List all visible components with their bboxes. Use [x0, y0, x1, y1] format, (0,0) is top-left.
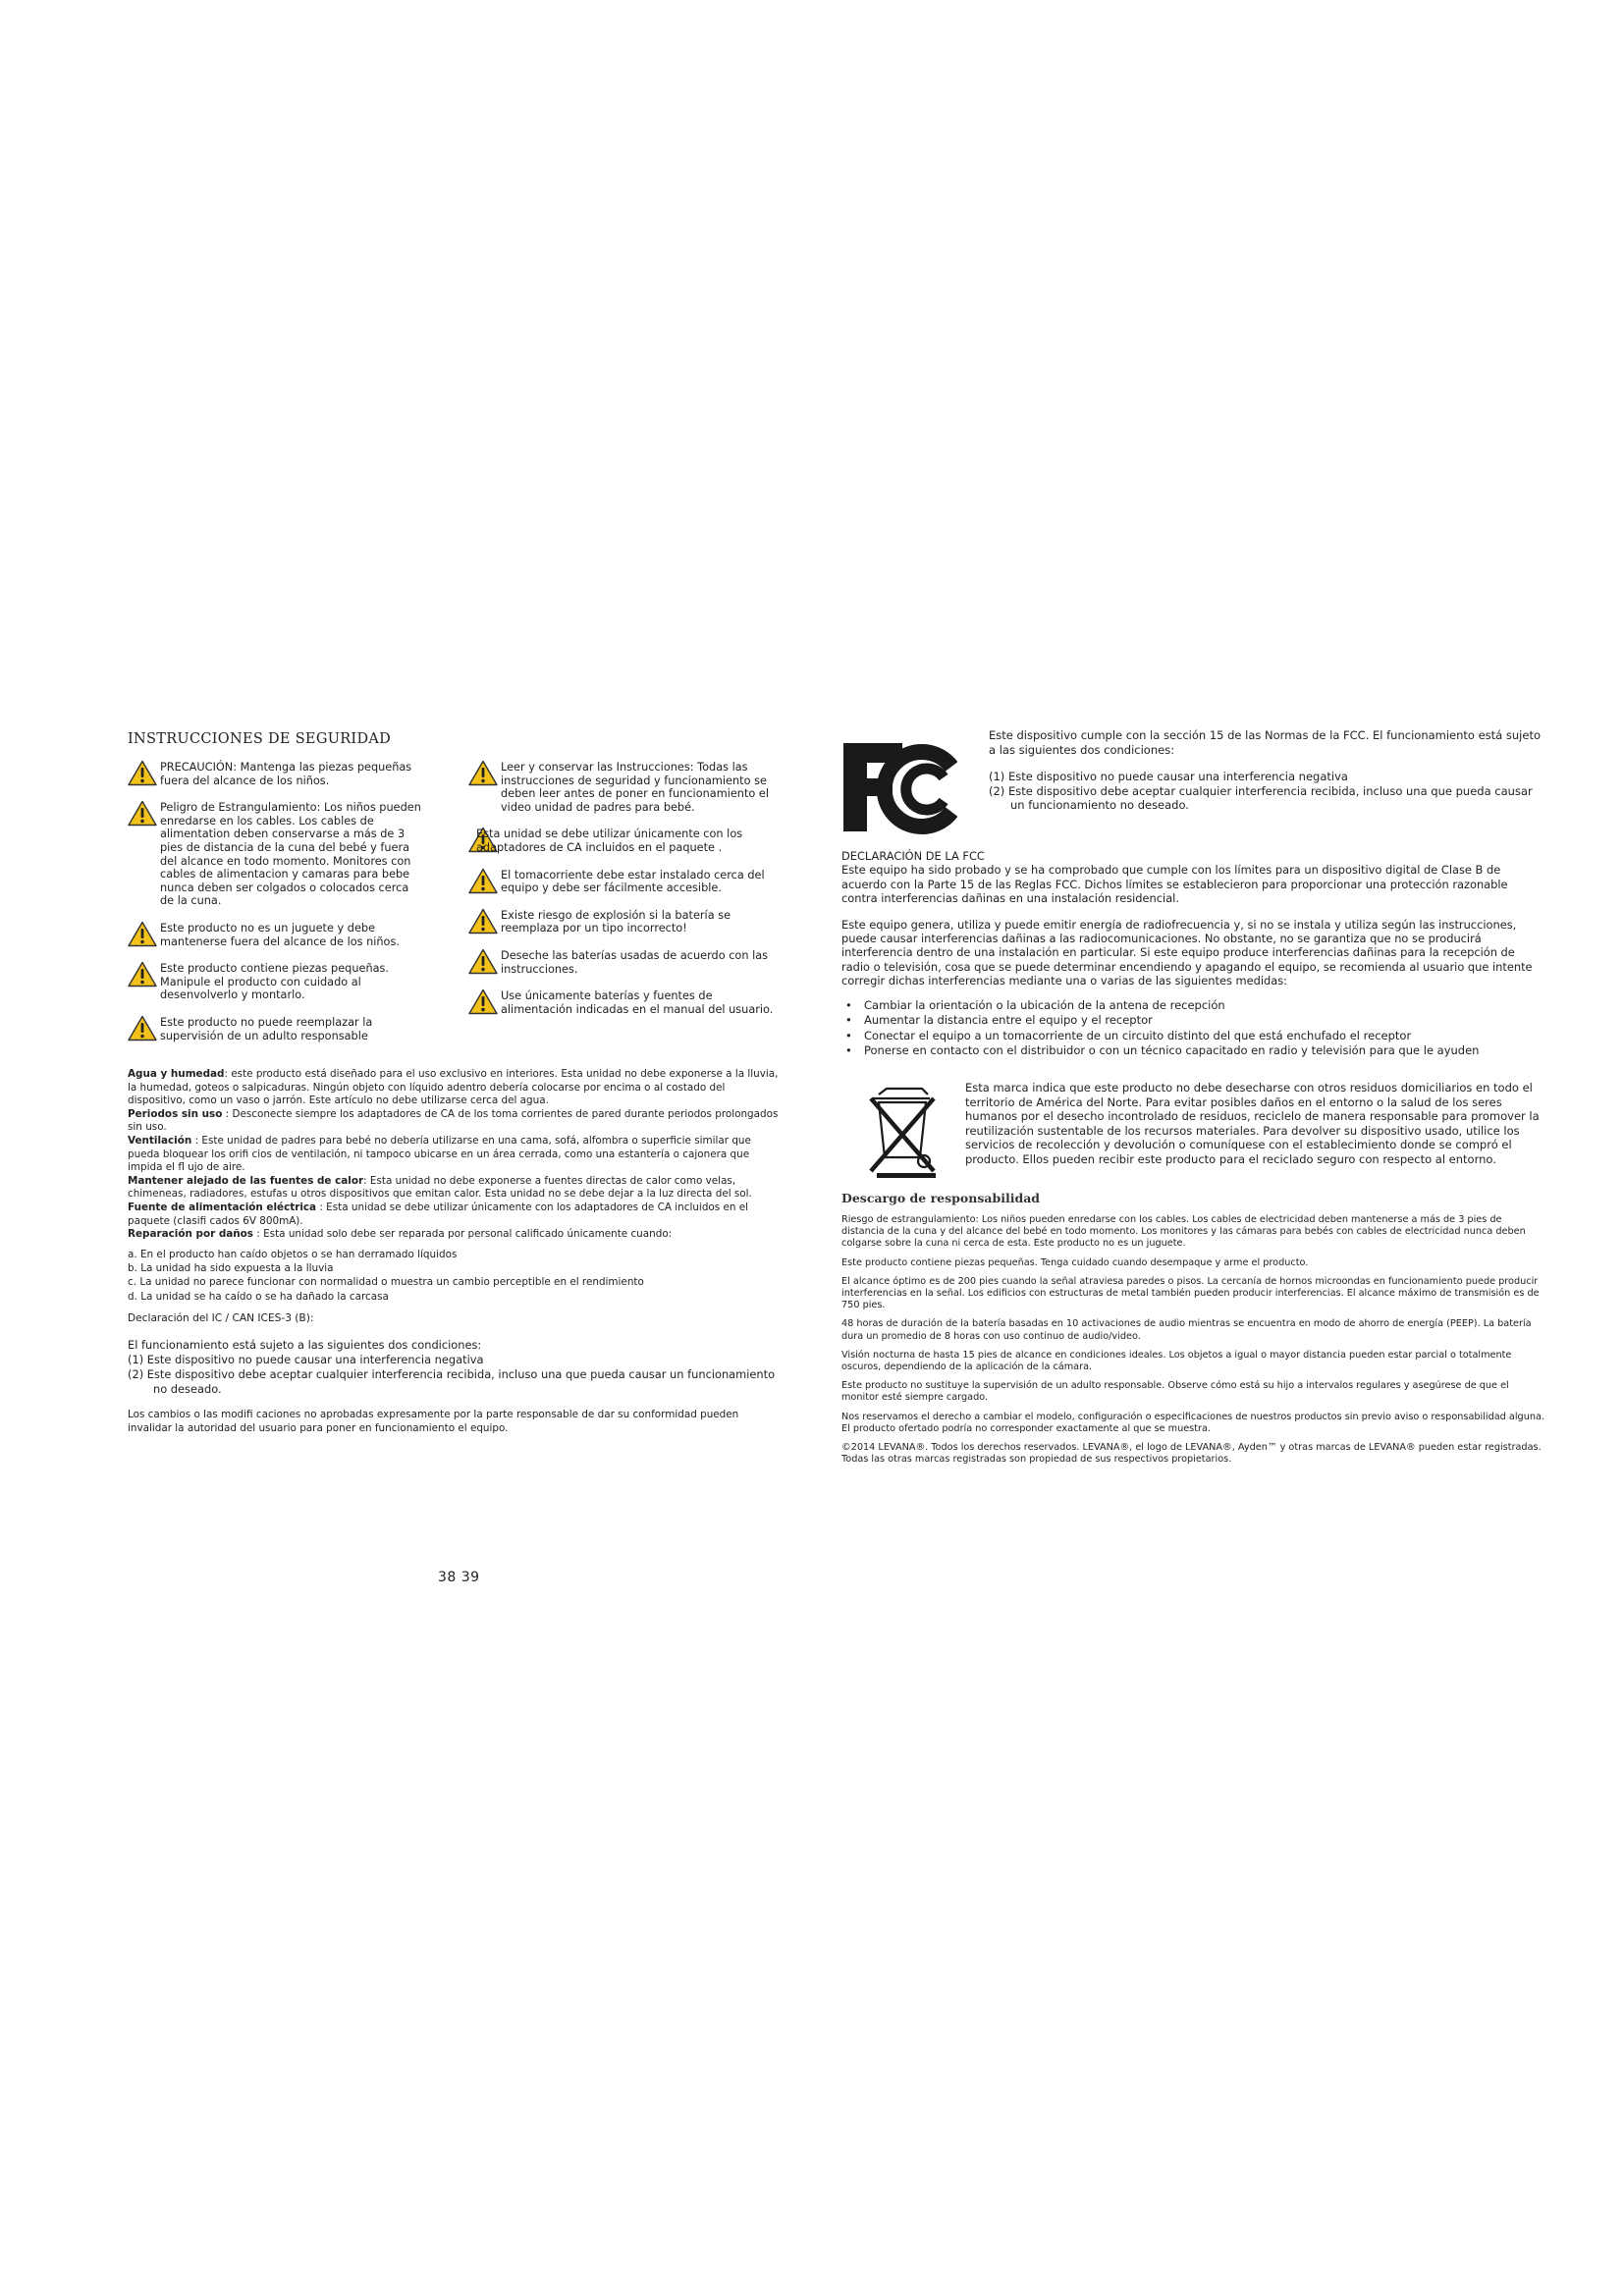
list-item: a. En el producto han caído objetos o se han derramado líquidos [128, 1248, 458, 1260]
disclaimer-paragraph: Este producto no sustituye la supervisión de un adulto responsable. Observe cómo está su hijo a intervalos regulares y asegúrese de que el monitor esté siempre cargado. [841, 1380, 1509, 1404]
warning-item [128, 761, 422, 787]
disclaimer-paragraph: Este producto contiene piezas pequeñas. Tenga cuidado cuando desempaque y arme el producto. [841, 1256, 1309, 1268]
condition-item: (2) Este dispositivo debe aceptar cualquier interferencia recibida, incluso una que pueda causar un funcionamiento no deseado. [989, 783, 1533, 813]
disclaimer-paragraph: El alcance óptimo es de 200 pies cuando la señal atraviesa paredes o pisos. La cercanía de hornos microondas en funcionamiento puede producir interferencias en la señal. Los edificios con estructuras de metal también pueden producir interferencias. El alcance máximo de transmisión es de 750 pies. [841, 1275, 1540, 1311]
conditions-intro: El funcionamiento está sujeto a las siguientes dos condiciones: [128, 1338, 482, 1352]
disclaimer-text [841, 1214, 1545, 1466]
warnings-column-left [128, 761, 422, 1056]
warning-text: Este producto contiene piezas pequeñas. Manipule el producto con cuidado al desenvolverlo y montarlo. [160, 962, 389, 1002]
left-page [128, 731, 781, 1435]
warning-triangle-icon [128, 760, 157, 786]
heat-sources-paragraph: Mantener alejado de las fuentes de calor: Esta unidad no debe exponerse a fuentes directas de calor como velas, chimeneas, radiadores, estufas u otros dispositivos que emitan calor. Esta unidad no se debe dejar a la luz directa del sol. [128, 1174, 752, 1201]
disclaimer-paragraph: Visión nocturna de hasta 15 pies de alcance en condiciones ideales. Los objetos a igual o mayor distancia pueden estar parcial o totalmente oscuros, dependiendo de la aplicación de la cámara. [841, 1349, 1512, 1373]
condition-item: (1) Este dispositivo no puede causar una interferencia negativa [128, 1353, 484, 1366]
warning-text: PRECAUCIÓN: Mantenga las piezas pequeñas fuera del alcance de los niños. [160, 761, 412, 787]
list-item: b. La unidad ha sido expuesta a la lluvia [128, 1262, 334, 1275]
disclaimer-title: Descargo de responsabilidad [841, 1191, 1041, 1206]
disclaimer-paragraph: Riesgo de estrangulamiento: Los niños pueden enredarse con los cables. Los cables de electricidad deben mantenerse a más de 3 pies de distancia de la cuna y del alcance del bebé en todo momento. Los monitores y las cámaras para bebés con cables de electricidad nunca deben colgarse sobre la cuna ni cerca de esta. Este producto no es un juguete. [841, 1214, 1526, 1250]
disclaimer-paragraph: Nos reservamos el derecho a cambiar el modelo, configuración o especificaciones de nuestros productos sin previo aviso o responsabilidad alguna. El producto ofertado podría no corresponder exactamente al que se muestra. [841, 1411, 1544, 1434]
warning-item [468, 989, 781, 1016]
weee-disposal-text: Esta marca indica que este producto no debe desecharse con otros residuos domiciliarios en todo el territorio de América del Norte. Para evitar posibles daños en el entorno o la salud de los seres humanos por el desecho incontrolado de residuos, reciclelo de manera responsable para promover la reutilización sustentable de los recursos materiales. Para devolver su dispositivo usado, utilice los servicios de recolección y devolución o comuníquese con el establecimiento donde se compró el producto. Ellos pueden recibir este producto para el reciclado seguro con respecto al entorno. [965, 1081, 1540, 1166]
warning-text: El tomacorriente debe estar instalado cerca del equipo y debe ser fácilmente accesible. [501, 868, 765, 895]
disclaimer-paragraph: ©2014 LEVANA®. Todos los derechos reservados. LEVANA®, el logo de LEVANA®, Ayden™ y otras marcas de LEVANA® pueden estar registradas. Todas las otras marcas registradas son propiedad de sus respectivos propietarios. [841, 1442, 1542, 1466]
warning-item [468, 828, 781, 854]
fcc-logo-icon [841, 737, 957, 835]
warning-text: Deseche las baterías usadas de acuerdo con las instrucciones. [501, 948, 769, 976]
warning-text: Peligro de Estrangulamiento: Los niños pueden enredarse en los cables. Los cables de alimentation deben conservarse a más de 3 pies de distancia de la cuna del bebé y fuera del alcance en todo momento. Monitores con cables de alimentacion y camaras para bebe nunca deben ser colgados o colocados cerca de la cuna. [160, 801, 421, 908]
condition-item: (2) Este dispositivo debe aceptar cualquier interferencia recibida, incluso una que pueda causar un funcionamiento no deseado. [128, 1367, 776, 1396]
fcc-declaration [841, 849, 1545, 988]
repair-conditions-list [128, 1248, 781, 1304]
warning-item [128, 962, 422, 1002]
safety-instructions-title: INSTRUCCIONES DE SEGURIDAD [128, 731, 392, 747]
crossed-out-bin-icon [865, 1083, 944, 1179]
warning-triangle-icon [128, 1015, 157, 1041]
list-item: d. La unidad se ha caído o se ha dañado la carcasa [128, 1290, 389, 1303]
warning-triangle-icon [128, 961, 157, 988]
right-page [841, 728, 1545, 1472]
disclaimer-paragraph: 48 horas de duración de la batería basadas en 10 activaciones de audio mientras se encuentra en modo de ahorro de energía (PEEP). La batería dura un promedio de 8 horas con uso continuo de audio/video. [841, 1318, 1532, 1342]
warning-triangle-icon [468, 948, 498, 975]
fcc-declaration-text: Este equipo ha sido probado y se ha comprobado que cumple con los límites para un dispositivo digital de Clase B de acuerdo con la Parte 15 de las Reglas FCC. Dichos límites se establecieron para proporcionar una protección razonable contra interferencias dañinas en una instalación residencial. [841, 863, 1508, 906]
fcc-intro: Este dispositivo cumple con la sección 15 de las Normas de la FCC. El funcionamiento está sujeto a las siguientes dos condiciones: [989, 728, 1541, 757]
list-item: • Aumentar la distancia entre el equipo y el receptor [841, 1013, 1545, 1029]
fcc-declaration-title: DECLARACIÓN DE LA FCC [841, 849, 985, 863]
warnings-grid [128, 761, 781, 1056]
warning-item [128, 1016, 422, 1042]
power-source-paragraph: Fuente de alimentación eléctrica : Esta unidad se debe utilizar únicamente con los adaptadores de CA incluidos en el paquete (clasifi cados 6V 800mA). [128, 1201, 749, 1227]
list-item: • Conectar el equipo a un tomacorriente de un circuito distinto del que está enchufado el receptor [841, 1029, 1545, 1044]
list-item: • Ponerse en contacto con el distribuidor o con un técnico capacitado en radio y televisión para que le ayuden [841, 1043, 1545, 1059]
warning-text: Existe riesgo de explosión si la batería se reemplaza por un tipo incorrecto! [501, 908, 731, 935]
warning-text: Use únicamente baterías y fuentes de alimentación indicadas en el manual del usuario. [501, 989, 774, 1016]
weee-disposal-block [841, 1081, 1545, 1179]
warning-triangle-icon [128, 800, 157, 827]
warning-triangle-icon [468, 908, 498, 934]
warning-item [468, 949, 781, 976]
warning-text: Esta unidad se debe utilizar únicamente con los adaptadores de CA incluidos en el paquete . [476, 828, 743, 854]
warning-text: Leer y conservar las Instrucciones: Todas las instrucciones de seguridad y funcionamiento se deben leer antes de poner en funcionamiento el video unidad de padres para bebé. [501, 761, 769, 814]
operation-conditions [128, 1338, 781, 1397]
corrective-measures-list [841, 998, 1545, 1059]
ventilation-paragraph: Ventilación : Este unidad de padres para bebé no debería utilizarse en una cama, sofá, alfombra o superficie similar que pueda bloquear los orifi cios de ventilación, ni tampoco ubicarse en un área cerrada, como una estantería o cajonera que impida el fl ujo de aire. [128, 1135, 751, 1174]
warning-item [468, 909, 781, 935]
warning-item [128, 922, 422, 948]
list-item: • Cambiar la orientación o la ubicación de la antena de recepción [841, 998, 1545, 1014]
warning-text: Este producto no puede reemplazar la supervisión de un adulto responsable [160, 1015, 373, 1042]
warning-text: Este producto no es un juguete y debe mantenerse fuera del alcance de los niños. [160, 921, 400, 948]
warnings-column-right [468, 761, 781, 1056]
warning-triangle-icon [468, 760, 498, 786]
fcc-interference-text: Este equipo genera, utiliza y puede emitir energía de radiofrecuencia y, si no se instala y utiliza según las instrucciones, puede causar interferencias dañinas a las radiocomunicaciones. No obstante, no se garantiza que no se producirá interferencia dentro de una instalación en particular. Si este equipo produce interferencias dañinas para la recepción de radio o televisión, cosa que se puede determinar encendiendo y apagando el equipo, se recomienda al usuario que intente corregir dichas interferencias mediante una o varias de las siguientes medidas: [841, 917, 1533, 988]
usage-conditions-text [128, 1068, 781, 1242]
warning-triangle-icon [128, 921, 157, 947]
warning-triangle-icon [468, 988, 498, 1015]
warning-item [128, 801, 422, 908]
warning-item [468, 761, 781, 814]
warning-item [468, 869, 781, 895]
warning-triangle-icon [468, 868, 498, 894]
water-humidity-paragraph: Agua y humedad: este producto está diseñado para el uso exclusivo en interiores. Esta unidad no debe exponerse a la lluvia, la humedad, goteos o salpicaduras. Ningún objeto con líquido adentro debería colocarse por encima o al costado del dispositivo, como un vaso o jarrón. Este artículo no debe utilizarse cerca del agua. [128, 1068, 779, 1107]
list-item: c. La unidad no parece funcionar con normalidad o muestra un cambio perceptible en el rendimiento [128, 1276, 644, 1289]
repair-paragraph: Reparación por daños : Esta unidad solo debe ser reparada por personal calificado únicamente cuando: [128, 1228, 673, 1241]
fcc-compliance-block [841, 728, 1545, 835]
ic-declaration: Declaración del IC / CAN ICES-3 (B): [128, 1312, 314, 1324]
idle-periods-paragraph: Periodos sin uso : Desconecte siempre los adaptadores de CA de los toma corrientes de pared durante periodos prolongados sin uso. [128, 1107, 779, 1134]
modifications-notice: Los cambios o las modifi caciones no aprobadas expresamente por la parte responsable de dar su conformidad pueden invalidar la autoridad del usuario para poner en funcionamiento el equipo. [128, 1409, 739, 1434]
fcc-text [989, 728, 1545, 813]
page-numbers: 38 39 [438, 1570, 480, 1585]
condition-item: (1) Este dispositivo no puede causar una interferencia negativa [989, 770, 1348, 784]
